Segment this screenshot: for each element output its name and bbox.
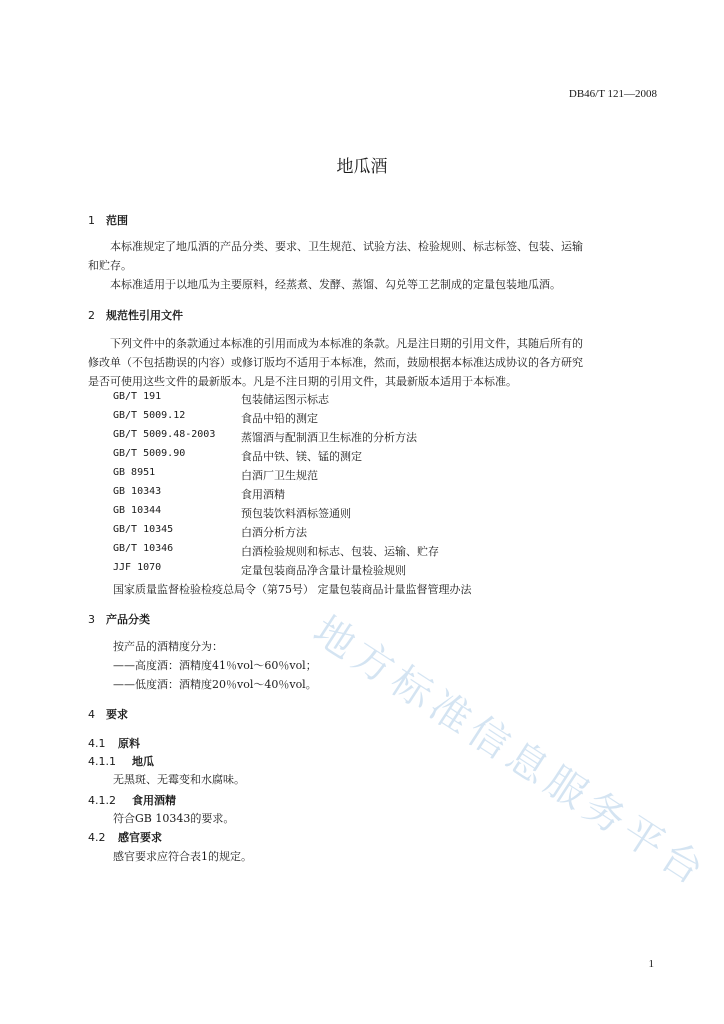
text-line: 本标准规定了地瓜酒的产品分类、要求、卫生规范、试验方法、检验规则、标志标签、包装、运输 — [110, 240, 583, 253]
reference-name: 白酒分析方法 — [241, 526, 307, 539]
section-heading-2 — [88, 307, 183, 323]
reference-code: GB/T 5009.90 — [113, 448, 186, 459]
text-line: 无黑斑、无霉变和水腐味。 — [113, 773, 245, 786]
paragraph — [88, 237, 658, 294]
reference-name: 包装储运图示标志 — [241, 393, 329, 406]
reference-name: 定量包装商品净含量计量检验规则 — [241, 564, 406, 577]
reference-code: GB 10344 — [113, 505, 162, 516]
reference-name: 白酒厂卫生规范 — [241, 469, 318, 482]
section-number: 2 — [88, 309, 95, 322]
section-title: 规范性引用文件 — [106, 309, 183, 322]
section-number: 1 — [88, 214, 95, 227]
reference-code: GB/T 10345 — [113, 524, 174, 535]
reference-name: 白酒检验规则和标志、包装、运输、贮存 — [241, 545, 439, 558]
document-number: DB46/T 121—2008 — [568, 88, 657, 100]
text-line: 按产品的酒精度分为： — [113, 640, 223, 653]
reference-code: GB/T 5009.48-2003 — [113, 429, 216, 440]
reference-name: 食品中铅的测定 — [241, 412, 318, 425]
section-title: 地瓜 — [132, 755, 154, 768]
section-number: 3 — [88, 613, 95, 626]
reference-name: 食用酒精 — [241, 488, 285, 501]
reference-name: 预包装饮料酒标签通则 — [241, 507, 351, 520]
subsection-heading-4-1-2 — [88, 792, 176, 808]
section-title: 产品分类 — [106, 613, 150, 626]
section-heading-1 — [88, 212, 128, 228]
section-number: 4.1.1 — [88, 755, 116, 768]
section-title: 范围 — [106, 214, 128, 227]
section-heading-3 — [88, 611, 150, 627]
reference-name: 蒸馏酒与配制酒卫生标准的分析方法 — [241, 431, 417, 444]
paragraph — [88, 334, 658, 391]
section-title: 食用酒精 — [132, 794, 176, 807]
section-number: 4.1.2 — [88, 794, 116, 807]
section-heading-4 — [88, 706, 128, 722]
subsection-heading-4-2 — [88, 829, 162, 845]
document-title: 地瓜酒 — [336, 157, 388, 177]
section-number: 4.2 — [88, 831, 106, 844]
text-line: 本标准适用于以地瓜为主要原料，经蒸煮、发酵、蒸馏、勾兑等工艺制成的定量包装地瓜酒。 — [110, 278, 561, 291]
reference-code: GB/T 191 — [113, 391, 162, 402]
reference-code: GB 8951 — [113, 467, 156, 478]
reference-decree: 国家质量监督检验检疫总局令（第75号） 定量包装商品计量监督管理办法 — [113, 583, 472, 596]
section-title: 要求 — [106, 708, 128, 721]
reference-code: GB/T 10346 — [113, 543, 174, 554]
reference-name: 食品中铁、镁、锰的测定 — [241, 450, 362, 463]
text-line: 修改单（不包括勘误的内容）或修订版均不适用于本标准，然而，鼓励根据本标准达成协议的各方研究 — [88, 356, 583, 369]
watermark: 地方标准信息服务平台 — [305, 607, 716, 897]
list-item: ——高度酒：酒精度41％vol～60％vol； — [113, 659, 317, 672]
subsection-heading-4-1 — [88, 735, 140, 751]
text-line: 是否可使用这些文件的最新版本。凡是不注日期的引用文件，其最新版本适用于本标准。 — [88, 375, 517, 388]
list-item: ——低度酒：酒精度20％vol～40％vol。 — [113, 678, 317, 691]
text-line: 感官要求应符合表1的规定。 — [113, 850, 252, 863]
reference-code: JJF 1070 — [113, 562, 162, 573]
subsection-heading-4-1-1 — [88, 753, 154, 769]
reference-code: GB 10343 — [113, 486, 162, 497]
reference-code: GB/T 5009.12 — [113, 410, 186, 421]
section-title: 原料 — [118, 737, 140, 750]
section-number: 4.1 — [88, 737, 106, 750]
page-number: 1 — [648, 958, 654, 970]
text-line: 符合GB 10343的要求。 — [113, 812, 235, 825]
section-title: 感官要求 — [118, 831, 162, 844]
text-line: 和贮存。 — [88, 259, 132, 272]
section-number: 4 — [88, 708, 95, 721]
text-line: 下列文件中的条款通过本标准的引用而成为本标准的条款。凡是注日期的引用文件，其随后所有的 — [110, 337, 583, 350]
